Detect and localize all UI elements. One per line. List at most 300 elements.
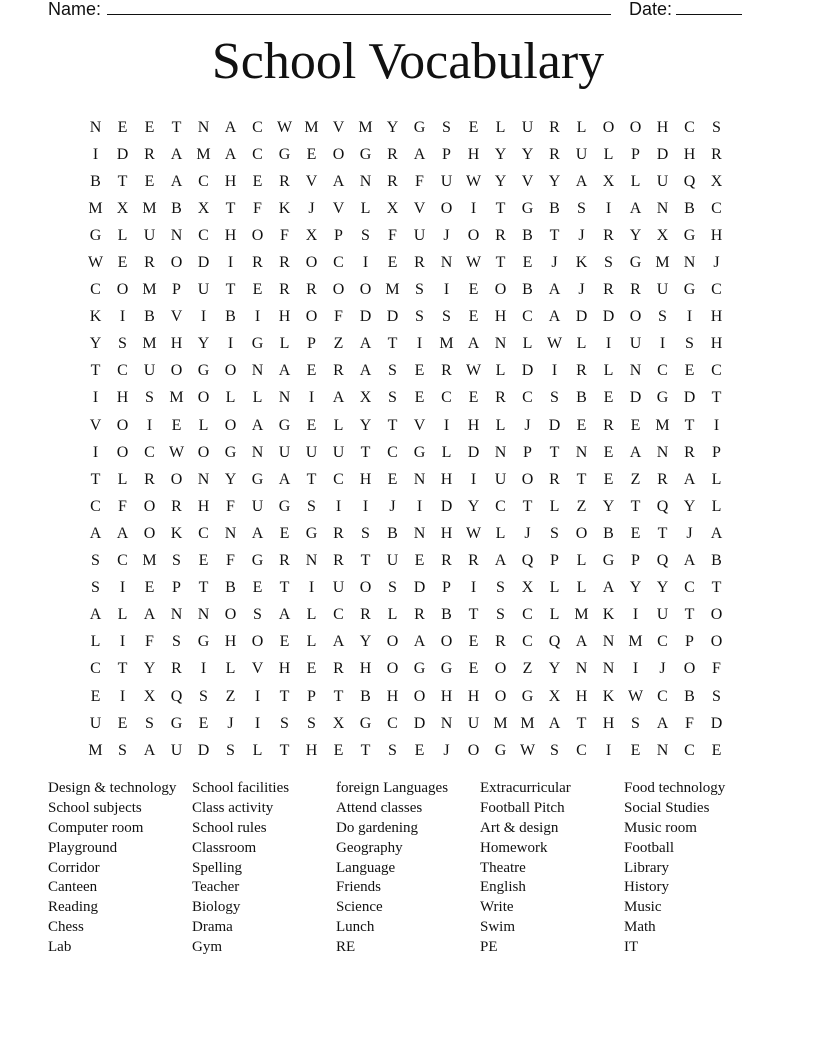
grid-letter[interactable]: T xyxy=(171,118,182,136)
grid-letter[interactable]: E xyxy=(306,660,317,678)
grid-letter[interactable]: H xyxy=(278,308,291,326)
grid-letter[interactable]: T xyxy=(279,687,290,705)
grid-letter[interactable]: H xyxy=(359,660,372,678)
grid-letter[interactable]: S xyxy=(604,254,613,272)
grid-letter[interactable]: B xyxy=(360,687,371,705)
grid-letter[interactable]: Y xyxy=(89,335,102,353)
grid-letter[interactable]: E xyxy=(387,254,398,272)
grid-letter[interactable]: J xyxy=(308,199,315,217)
grid-letter[interactable]: P xyxy=(442,579,451,597)
grid-letter[interactable]: G xyxy=(683,281,696,299)
grid-letter[interactable]: T xyxy=(387,416,398,434)
grid-letter[interactable]: G xyxy=(89,226,102,244)
grid-letter[interactable]: C xyxy=(657,362,668,380)
grid-letter[interactable]: S xyxy=(685,335,694,353)
grid-letter[interactable]: A xyxy=(413,633,426,651)
grid-letter[interactable]: A xyxy=(413,145,426,163)
grid-letter[interactable]: H xyxy=(359,470,372,488)
grid-letter[interactable]: I xyxy=(416,335,423,353)
grid-letter[interactable]: N xyxy=(494,335,507,353)
grid-letter[interactable]: N xyxy=(251,362,264,380)
grid-letter[interactable]: C xyxy=(441,389,452,407)
grid-letter[interactable]: M xyxy=(574,606,589,624)
grid-letter[interactable]: A xyxy=(548,308,561,326)
grid-letter[interactable]: U xyxy=(440,172,453,190)
grid-letter[interactable]: M xyxy=(142,335,157,353)
grid-letter[interactable]: H xyxy=(467,687,480,705)
grid-letter[interactable]: N xyxy=(656,199,669,217)
grid-letter[interactable]: C xyxy=(522,633,533,651)
grid-letter[interactable]: E xyxy=(414,362,425,380)
grid-letter[interactable]: L xyxy=(549,606,560,624)
grid-letter[interactable]: G xyxy=(683,226,696,244)
grid-letter[interactable]: Y xyxy=(386,118,399,136)
grid-letter[interactable]: D xyxy=(710,714,723,732)
grid-letter[interactable]: S xyxy=(172,552,181,570)
grid-letter[interactable]: I xyxy=(200,660,207,678)
grid-letter[interactable]: I xyxy=(308,579,315,597)
grid-letter[interactable]: H xyxy=(170,335,183,353)
grid-letter[interactable]: I xyxy=(92,389,99,407)
grid-letter[interactable]: T xyxy=(360,552,371,570)
grid-letter[interactable]: O xyxy=(710,633,723,651)
grid-letter[interactable]: O xyxy=(467,226,480,244)
grid-letter[interactable]: T xyxy=(225,281,236,299)
grid-letter[interactable]: A xyxy=(494,552,507,570)
grid-letter[interactable]: S xyxy=(199,687,208,705)
grid-letter[interactable]: A xyxy=(143,606,156,624)
grid-letter[interactable]: A xyxy=(359,335,372,353)
grid-letter[interactable]: E xyxy=(306,145,317,163)
grid-letter[interactable]: X xyxy=(548,687,561,705)
grid-letter[interactable]: L xyxy=(306,633,317,651)
grid-letter[interactable]: E xyxy=(252,579,263,597)
grid-letter[interactable]: I xyxy=(470,470,477,488)
grid-letter[interactable]: T xyxy=(90,362,101,380)
grid-letter[interactable]: J xyxy=(227,714,234,732)
grid-letter[interactable]: R xyxy=(171,660,182,678)
grid-letter[interactable]: L xyxy=(279,335,290,353)
grid-letter[interactable]: L xyxy=(549,497,560,515)
grid-letter[interactable]: I xyxy=(200,308,207,326)
grid-letter[interactable]: U xyxy=(467,714,480,732)
grid-letter[interactable]: E xyxy=(252,172,263,190)
grid-letter[interactable]: E xyxy=(603,443,614,461)
grid-letter[interactable]: M xyxy=(439,335,454,353)
grid-letter[interactable]: C xyxy=(333,606,344,624)
grid-letter[interactable]: D xyxy=(548,416,561,434)
grid-letter[interactable]: R xyxy=(144,254,155,272)
grid-letter[interactable]: H xyxy=(683,145,696,163)
grid-letter[interactable]: H xyxy=(710,308,723,326)
grid-letter[interactable]: O xyxy=(143,497,156,515)
grid-letter[interactable]: L xyxy=(225,660,236,678)
grid-letter[interactable]: F xyxy=(145,633,154,651)
grid-letter[interactable]: S xyxy=(550,524,559,542)
grid-letter[interactable]: V xyxy=(521,172,534,190)
grid-letter[interactable]: U xyxy=(170,741,183,759)
grid-letter[interactable]: C xyxy=(711,199,722,217)
grid-letter[interactable]: E xyxy=(468,118,479,136)
grid-letter[interactable]: E xyxy=(171,416,182,434)
grid-letter[interactable]: W xyxy=(465,362,482,380)
grid-letter[interactable]: Y xyxy=(548,660,561,678)
grid-letter[interactable]: R xyxy=(387,172,398,190)
grid-letter[interactable]: T xyxy=(225,199,236,217)
grid-letter[interactable]: A xyxy=(656,714,669,732)
grid-letter[interactable]: M xyxy=(196,145,211,163)
grid-letter[interactable]: A xyxy=(602,579,615,597)
grid-letter[interactable]: T xyxy=(117,660,128,678)
grid-letter[interactable]: T xyxy=(306,470,317,488)
grid-letter[interactable]: R xyxy=(495,389,506,407)
grid-letter[interactable]: L xyxy=(495,362,506,380)
grid-letter[interactable]: E xyxy=(468,308,479,326)
grid-letter[interactable]: B xyxy=(171,199,182,217)
grid-letter[interactable]: O xyxy=(116,443,129,461)
grid-letter[interactable]: S xyxy=(307,497,316,515)
grid-letter[interactable]: E xyxy=(576,416,587,434)
grid-letter[interactable]: P xyxy=(334,226,343,244)
grid-letter[interactable]: I xyxy=(605,199,612,217)
grid-letter[interactable]: O xyxy=(332,281,345,299)
grid-letter[interactable]: A xyxy=(575,172,588,190)
grid-letter[interactable]: A xyxy=(548,714,561,732)
grid-letter[interactable]: T xyxy=(549,226,560,244)
grid-letter[interactable]: Y xyxy=(467,497,480,515)
grid-letter[interactable]: A xyxy=(710,524,723,542)
grid-letter[interactable]: A xyxy=(683,470,696,488)
grid-letter[interactable]: E xyxy=(117,714,128,732)
grid-letter[interactable]: B xyxy=(225,308,236,326)
grid-letter[interactable]: I xyxy=(227,254,234,272)
grid-letter[interactable]: Q xyxy=(656,552,669,570)
grid-letter[interactable]: S xyxy=(172,633,181,651)
grid-letter[interactable]: F xyxy=(226,497,235,515)
grid-letter[interactable]: C xyxy=(711,362,722,380)
grid-letter[interactable]: C xyxy=(198,524,209,542)
grid-letter[interactable]: T xyxy=(495,199,506,217)
grid-letter[interactable]: C xyxy=(333,470,344,488)
date-field[interactable] xyxy=(676,0,742,15)
grid-letter[interactable]: U xyxy=(656,172,669,190)
grid-letter[interactable]: I xyxy=(119,579,126,597)
grid-letter[interactable]: R xyxy=(603,226,614,244)
grid-letter[interactable]: G xyxy=(521,199,534,217)
grid-letter[interactable]: G xyxy=(629,254,642,272)
grid-letter[interactable]: C xyxy=(495,497,506,515)
grid-letter[interactable]: T xyxy=(630,497,641,515)
grid-letter[interactable]: I xyxy=(632,606,639,624)
grid-letter[interactable]: L xyxy=(333,416,344,434)
grid-letter[interactable]: E xyxy=(144,118,155,136)
grid-letter[interactable]: C xyxy=(144,443,155,461)
grid-letter[interactable]: C xyxy=(684,579,695,597)
grid-letter[interactable]: X xyxy=(656,226,669,244)
grid-letter[interactable]: A xyxy=(278,470,291,488)
grid-letter[interactable]: X xyxy=(197,199,210,217)
grid-letter[interactable]: E xyxy=(684,362,695,380)
grid-letter[interactable]: I xyxy=(362,497,369,515)
grid-letter[interactable]: H xyxy=(467,416,480,434)
grid-letter[interactable]: M xyxy=(628,633,643,651)
grid-letter[interactable]: M xyxy=(142,199,157,217)
grid-letter[interactable]: H xyxy=(440,470,453,488)
grid-letter[interactable]: M xyxy=(88,199,103,217)
grid-letter[interactable]: E xyxy=(198,552,209,570)
grid-letter[interactable]: G xyxy=(251,335,264,353)
grid-letter[interactable]: T xyxy=(360,443,371,461)
grid-letter[interactable]: K xyxy=(170,524,183,542)
grid-letter[interactable]: G xyxy=(656,389,669,407)
grid-letter[interactable]: N xyxy=(89,118,102,136)
grid-letter[interactable]: L xyxy=(117,606,128,624)
grid-letter[interactable]: C xyxy=(657,687,668,705)
grid-letter[interactable]: L xyxy=(441,443,452,461)
grid-letter[interactable]: E xyxy=(468,633,479,651)
grid-letter[interactable]: Y xyxy=(359,416,372,434)
grid-letter[interactable]: V xyxy=(89,416,102,434)
grid-letter[interactable]: E xyxy=(630,524,641,542)
grid-letter[interactable]: A xyxy=(89,606,102,624)
grid-letter[interactable]: E xyxy=(711,741,722,759)
grid-letter[interactable]: U xyxy=(575,145,588,163)
grid-letter[interactable]: B xyxy=(90,172,101,190)
grid-letter[interactable]: U xyxy=(413,226,426,244)
grid-letter[interactable]: E xyxy=(117,254,128,272)
grid-letter[interactable]: I xyxy=(92,145,99,163)
grid-letter[interactable]: N xyxy=(494,443,507,461)
grid-letter[interactable]: T xyxy=(198,579,209,597)
grid-letter[interactable]: H xyxy=(224,633,237,651)
grid-letter[interactable]: C xyxy=(117,552,128,570)
grid-letter[interactable]: O xyxy=(440,633,453,651)
grid-letter[interactable]: F xyxy=(118,497,127,515)
grid-letter[interactable]: E xyxy=(306,416,317,434)
grid-letter[interactable]: P xyxy=(631,552,640,570)
grid-letter[interactable]: W xyxy=(627,687,644,705)
grid-letter[interactable]: A xyxy=(278,362,291,380)
grid-letter[interactable]: T xyxy=(522,497,533,515)
grid-letter[interactable]: T xyxy=(90,470,101,488)
grid-letter[interactable]: E xyxy=(603,470,614,488)
grid-letter[interactable]: N xyxy=(170,606,183,624)
grid-letter[interactable]: I xyxy=(92,443,99,461)
grid-letter[interactable]: G xyxy=(413,118,426,136)
grid-letter[interactable]: B xyxy=(684,687,695,705)
grid-letter[interactable]: C xyxy=(657,633,668,651)
grid-letter[interactable]: U xyxy=(629,335,642,353)
grid-letter[interactable]: L xyxy=(225,389,236,407)
grid-letter[interactable]: L xyxy=(387,606,398,624)
grid-letter[interactable]: H xyxy=(467,145,480,163)
grid-letter[interactable]: R xyxy=(711,145,722,163)
grid-letter[interactable]: G xyxy=(251,552,264,570)
grid-letter[interactable]: S xyxy=(712,687,721,705)
grid-letter[interactable]: H xyxy=(440,687,453,705)
grid-letter[interactable]: B xyxy=(711,552,722,570)
grid-letter[interactable]: J xyxy=(686,524,693,542)
grid-letter[interactable]: I xyxy=(254,687,261,705)
grid-letter[interactable]: L xyxy=(603,362,614,380)
grid-letter[interactable]: G xyxy=(521,687,534,705)
grid-letter[interactable]: S xyxy=(496,606,505,624)
grid-letter[interactable]: D xyxy=(656,145,669,163)
grid-letter[interactable]: S xyxy=(658,308,667,326)
grid-letter[interactable]: S xyxy=(253,606,262,624)
grid-letter[interactable]: R xyxy=(360,606,371,624)
grid-letter[interactable]: V xyxy=(413,416,426,434)
grid-letter[interactable]: K xyxy=(602,606,615,624)
grid-letter[interactable]: T xyxy=(279,741,290,759)
grid-letter[interactable]: P xyxy=(172,579,181,597)
name-field[interactable] xyxy=(107,0,611,15)
grid-letter[interactable]: Y xyxy=(602,497,615,515)
grid-letter[interactable]: I xyxy=(335,497,342,515)
grid-letter[interactable]: G xyxy=(278,416,291,434)
grid-letter[interactable]: N xyxy=(197,606,210,624)
grid-letter[interactable]: L xyxy=(576,579,587,597)
grid-letter[interactable]: R xyxy=(495,633,506,651)
grid-letter[interactable]: O xyxy=(521,470,534,488)
grid-letter[interactable]: F xyxy=(685,714,694,732)
grid-letter[interactable]: E xyxy=(468,281,479,299)
grid-letter[interactable]: I xyxy=(659,335,666,353)
grid-letter[interactable]: H xyxy=(710,226,723,244)
grid-letter[interactable]: W xyxy=(546,335,563,353)
grid-letter[interactable]: V xyxy=(305,172,318,190)
grid-letter[interactable]: B xyxy=(522,281,533,299)
grid-letter[interactable]: S xyxy=(631,714,640,732)
grid-letter[interactable]: F xyxy=(253,199,262,217)
grid-letter[interactable]: B xyxy=(603,524,614,542)
grid-letter[interactable]: A xyxy=(359,362,372,380)
grid-letter[interactable]: E xyxy=(144,172,155,190)
grid-letter[interactable]: Y xyxy=(656,579,669,597)
grid-letter[interactable]: J xyxy=(524,416,531,434)
grid-letter[interactable]: I xyxy=(632,660,639,678)
grid-letter[interactable]: M xyxy=(520,714,535,732)
grid-letter[interactable]: I xyxy=(686,308,693,326)
grid-letter[interactable]: F xyxy=(334,308,343,326)
grid-letter[interactable]: E xyxy=(522,254,533,272)
grid-letter[interactable]: T xyxy=(468,606,479,624)
grid-letter[interactable]: E xyxy=(333,741,344,759)
grid-letter[interactable]: S xyxy=(118,335,127,353)
grid-letter[interactable]: K xyxy=(89,308,102,326)
grid-letter[interactable]: B xyxy=(387,524,398,542)
grid-letter[interactable]: X xyxy=(521,579,534,597)
grid-letter[interactable]: E xyxy=(414,389,425,407)
grid-letter[interactable]: L xyxy=(549,579,560,597)
grid-letter[interactable]: H xyxy=(386,687,399,705)
grid-letter[interactable]: G xyxy=(413,660,426,678)
grid-letter[interactable]: Z xyxy=(522,660,533,678)
grid-letter[interactable]: B xyxy=(144,308,155,326)
grid-letter[interactable]: S xyxy=(577,199,586,217)
grid-letter[interactable]: N xyxy=(656,741,669,759)
grid-letter[interactable]: A xyxy=(278,606,291,624)
grid-letter[interactable]: O xyxy=(575,524,588,542)
grid-letter[interactable]: M xyxy=(169,389,184,407)
grid-letter[interactable]: C xyxy=(684,118,695,136)
grid-letter[interactable]: I xyxy=(551,362,558,380)
grid-letter[interactable]: H xyxy=(305,741,318,759)
grid-letter[interactable]: P xyxy=(523,443,532,461)
grid-letter[interactable]: C xyxy=(387,443,398,461)
grid-letter[interactable]: Y xyxy=(197,335,210,353)
grid-letter[interactable]: P xyxy=(685,633,694,651)
grid-letter[interactable]: I xyxy=(443,416,450,434)
grid-letter[interactable]: G xyxy=(224,443,237,461)
grid-letter[interactable]: F xyxy=(712,660,721,678)
grid-letter[interactable]: O xyxy=(251,633,264,651)
grid-letter[interactable]: J xyxy=(524,524,531,542)
grid-letter[interactable]: N xyxy=(170,226,183,244)
grid-letter[interactable]: X xyxy=(305,226,318,244)
grid-letter[interactable]: O xyxy=(602,118,615,136)
grid-letter[interactable]: T xyxy=(549,443,560,461)
grid-letter[interactable]: H xyxy=(224,172,237,190)
grid-letter[interactable]: A xyxy=(251,416,264,434)
grid-letter[interactable]: Q xyxy=(656,497,669,515)
grid-letter[interactable]: U xyxy=(332,443,345,461)
grid-letter[interactable]: D xyxy=(197,254,210,272)
grid-letter[interactable]: B xyxy=(225,579,236,597)
grid-letter[interactable]: Y xyxy=(494,172,507,190)
grid-letter[interactable]: A xyxy=(629,443,642,461)
grid-letter[interactable]: F xyxy=(388,226,397,244)
grid-letter[interactable]: Q xyxy=(170,687,183,705)
grid-letter[interactable]: O xyxy=(440,199,453,217)
grid-letter[interactable]: O xyxy=(494,687,507,705)
grid-letter[interactable]: R xyxy=(144,145,155,163)
grid-letter[interactable]: I xyxy=(416,497,423,515)
grid-letter[interactable]: S xyxy=(280,714,289,732)
grid-letter[interactable]: L xyxy=(711,497,722,515)
grid-letter[interactable]: D xyxy=(359,308,372,326)
grid-letter[interactable]: L xyxy=(576,118,587,136)
grid-letter[interactable]: B xyxy=(576,389,587,407)
grid-letter[interactable]: E xyxy=(144,579,155,597)
grid-letter[interactable]: A xyxy=(224,145,237,163)
grid-letter[interactable]: A xyxy=(683,552,696,570)
grid-letter[interactable]: C xyxy=(252,145,263,163)
grid-letter[interactable]: G xyxy=(494,741,507,759)
grid-letter[interactable]: R xyxy=(279,281,290,299)
grid-letter[interactable]: W xyxy=(87,254,104,272)
grid-letter[interactable]: B xyxy=(549,199,560,217)
grid-letter[interactable]: D xyxy=(575,308,588,326)
grid-letter[interactable]: G xyxy=(413,443,426,461)
grid-letter[interactable]: D xyxy=(629,389,642,407)
grid-letter[interactable]: X xyxy=(143,687,156,705)
grid-letter[interactable]: S xyxy=(307,714,316,732)
grid-letter[interactable]: S xyxy=(442,118,451,136)
grid-letter[interactable]: W xyxy=(519,741,536,759)
grid-letter[interactable]: W xyxy=(465,524,482,542)
grid-letter[interactable]: S xyxy=(388,579,397,597)
grid-letter[interactable]: A xyxy=(629,199,642,217)
grid-letter[interactable]: I xyxy=(713,416,720,434)
grid-letter[interactable]: T xyxy=(684,416,695,434)
grid-letter[interactable]: I xyxy=(254,714,261,732)
grid-letter[interactable]: S xyxy=(145,389,154,407)
grid-letter[interactable]: A xyxy=(251,524,264,542)
grid-letter[interactable]: T xyxy=(387,335,398,353)
grid-letter[interactable]: W xyxy=(276,118,293,136)
grid-letter[interactable]: G xyxy=(305,524,318,542)
